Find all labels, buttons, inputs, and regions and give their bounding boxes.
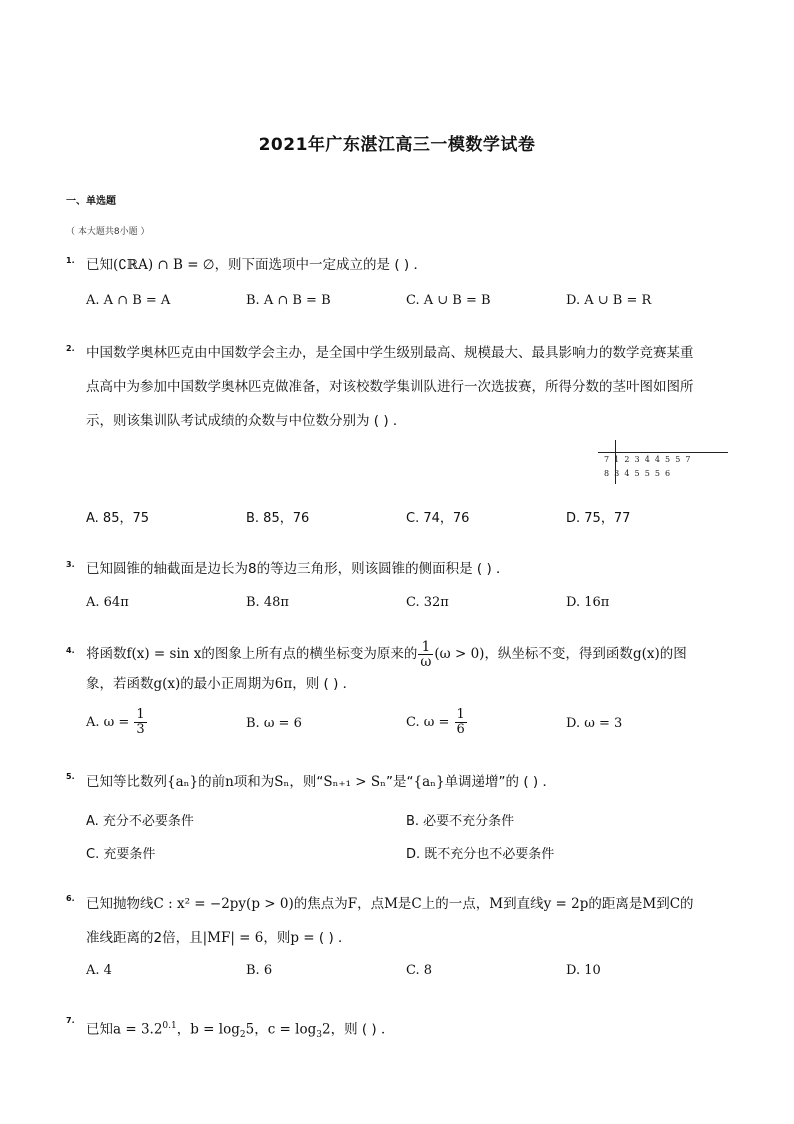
option-d[interactable]: D. 75，77 [566, 511, 631, 526]
option-d[interactable]: D. 16π [566, 595, 610, 610]
section-heading: 一、单选题 [66, 196, 116, 207]
option-b[interactable]: B. 必要不充分条件 [406, 814, 515, 829]
option-d[interactable]: D. 10 [566, 963, 601, 978]
option-b[interactable]: B. 6 [246, 963, 273, 978]
option-c[interactable]: C. ω = $\frac{1}{6}$ [406, 707, 465, 737]
stem-row-7: 7 1 2 3 4 4 5 5 7 [604, 455, 691, 464]
option-a[interactable]: A. A ∩ B = A [86, 293, 171, 308]
question-number: 4. [66, 646, 75, 655]
option-c[interactable]: C. 74，76 [406, 511, 470, 526]
stem-leaf-plot [598, 440, 728, 484]
option-b[interactable]: B. 48π [246, 595, 289, 610]
option-a[interactable]: A. 4 [86, 963, 112, 978]
question-text: 已知(∁ℝA) ∩ B = ∅，则下面选项中一定成立的是 ( ) ． [86, 257, 427, 273]
question-text: 中国数学奥林匹克由中国数学会主办，是全国中学生级别最高、规模最大、最具影响力的数学竞赛某重 点高中为参加中国数学奥林匹克做准备，对该校数学集训队进行一次选拔赛，所得分数的茎叶图如图所 示，则该集训队考试成绩的众数与中位数分别为 ( ) ． [86, 345, 694, 429]
option-b[interactable]: B. 85，76 [246, 511, 310, 526]
question-number: 3. [66, 560, 75, 569]
option-a[interactable]: A. 充分不必要条件 [86, 814, 194, 829]
question-text: 已知抛物线C : x² = −2py(p > 0)的焦点为F，点M是C上的一点，M到直线y = 2p的距离是M到C的 准线距离的2倍，且|MF| = 6，则p = ( ) ． [86, 896, 694, 946]
option-b[interactable]: B. A ∩ B = B [246, 293, 331, 308]
option-c[interactable]: C. 8 [406, 963, 433, 978]
question-text: 已知等比数列{aₙ}的前n项和为Sₙ，则“Sₙ₊₁ > Sₙ”是“{aₙ}单调递增”的 ( ) ． [86, 774, 556, 790]
fraction: $\frac{1}{\omega}$ [420, 638, 432, 670]
option-a[interactable]: A. 64π [86, 595, 129, 610]
option-d[interactable]: D. 既不充分也不必要条件 [406, 847, 555, 862]
option-c[interactable]: C. A ∪ B = B [406, 293, 491, 308]
option-a[interactable]: A. 85，75 [86, 511, 150, 526]
option-c[interactable]: C. 充要条件 [86, 847, 156, 862]
question-text: 已知圆锥的轴截面是边长为8的等边三角形，则该圆锥的侧面积是 ( ) ． [86, 561, 510, 577]
question-number: 7. [66, 1016, 75, 1025]
option-c[interactable]: C. 32π [406, 595, 449, 610]
option-a[interactable]: A. ω = $\frac{1}{3}$ [86, 707, 145, 737]
option-d[interactable]: D. ω = 3 [566, 716, 623, 731]
page-title: 2021年广东湛江高三一模数学试卷 [258, 135, 536, 155]
stem-row-8: 8 3 4 5 5 5 6 [604, 469, 671, 478]
question-text: 已知$a = 3.2^{0.1}$，$b = \log_25$，$c = \log_32$，则 ( ) ． [86, 1021, 395, 1041]
question-text: 将函数f(x) = sin x的图象上所有点的横坐标变为原来的 $\frac{1}{\omega}$ (ω > 0)，纵坐标不变，得到函数g(x)的图 象，若函数g(x)的最小正周期为6π，则 ( ) ． [86, 638, 687, 692]
question-number: 1. [66, 256, 75, 265]
question-number: 5. [66, 772, 75, 781]
question-count: （ 本大题共8小题 ） [66, 227, 150, 237]
option-b[interactable]: B. ω = 6 [246, 716, 302, 731]
option-d[interactable]: D. A ∪ B = R [566, 293, 652, 308]
question-number: 2. [66, 344, 75, 353]
question-number: 6. [66, 894, 75, 903]
stem-top-line [598, 452, 728, 453]
